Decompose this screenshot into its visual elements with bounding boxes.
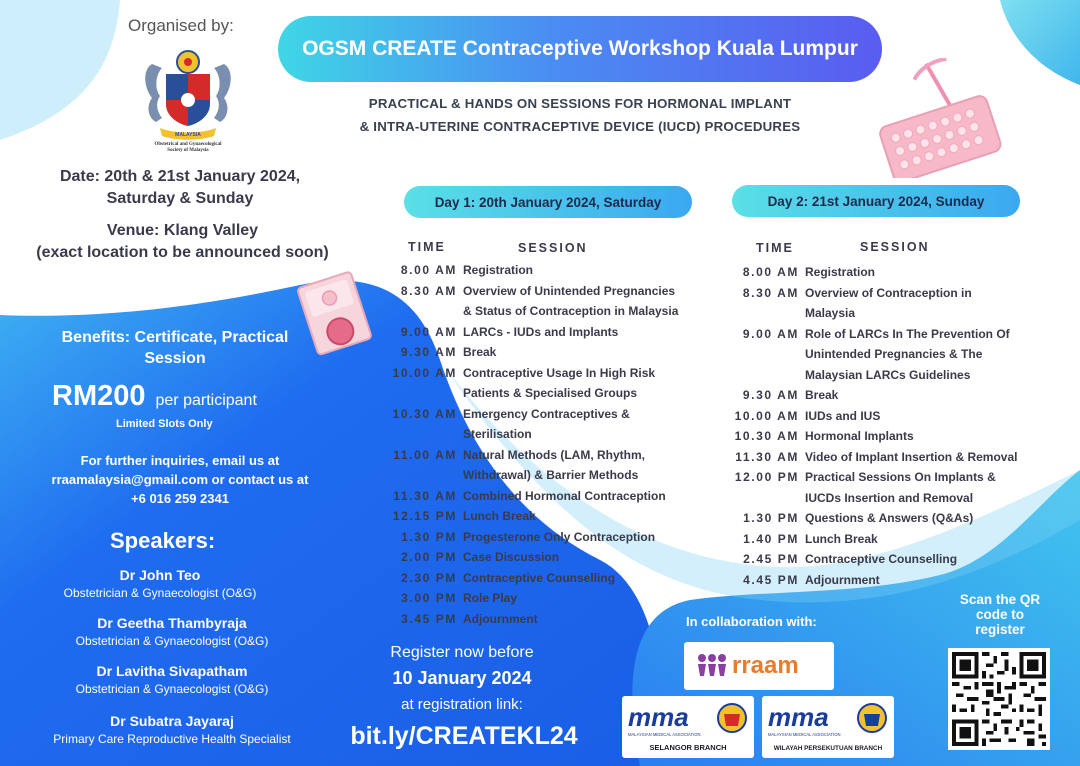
day2-schedule [705, 262, 1045, 592]
speakers-heading: Speakers: [110, 528, 216, 553]
speaker-role: Obstetrician & Gynaecologist (O&G) [75, 634, 269, 648]
day2-time-header: TIME [756, 241, 794, 255]
schedule-row [705, 262, 875, 283]
price-unit: per participant [155, 392, 257, 409]
schedule-time: 3.00 PM [401, 591, 457, 605]
schedule-session: Registration [805, 265, 876, 279]
schedule-row [705, 385, 838, 406]
schedule-row [363, 609, 538, 630]
schedule-row [363, 260, 533, 281]
schedule-time: 1.40 PM [743, 531, 799, 546]
schedule-time: 11.30 AM [735, 449, 799, 464]
schedule-session: Overview of Unintended Pregnancies & Status of Contraception in Malaysia [463, 283, 679, 318]
benefits-line-1: Benefits: Certificate, Practical [61, 329, 289, 346]
schedule-row [705, 447, 1017, 468]
rraam-logo [684, 642, 834, 690]
benefits-line-2: Session [144, 350, 206, 367]
schedule-row [363, 404, 630, 445]
schedule-session: Contraceptive Counselling [805, 552, 958, 566]
limited-slots: Limited Slots Only [116, 418, 213, 430]
inquiry-phone[interactable]: +6 016 259 2341 [131, 491, 229, 506]
schedule-session: Contraceptive Usage In High Risk Patients & Specialised Groups [463, 365, 656, 400]
organised-by-label: Organised by: [128, 16, 234, 35]
schedule-row [363, 363, 655, 404]
mma-sub: MALAYSIAN MEDICAL ASSOCIATION [768, 732, 841, 737]
schedule-time: 2.30 PM [401, 570, 457, 585]
rraam-wordmark: rraam [732, 652, 799, 679]
speaker-card [10, 566, 310, 601]
schedule-session: Questions & Answers (Q&As) [805, 511, 974, 525]
schedule-row [363, 527, 655, 548]
schedule-session: Natural Methods (LAM, Rhythm, Withdrawal) & Barrier Methods [463, 447, 645, 482]
workshop-subtitle [280, 92, 880, 138]
schedule-time: 8.00 AM [400, 263, 457, 277]
schedule-time: 8.30 AM [400, 283, 457, 298]
schedule-time: 2.45 PM [743, 552, 799, 566]
schedule-time: 9.30 AM [400, 345, 457, 359]
schedule-row [363, 486, 666, 507]
schedule-row [363, 281, 678, 322]
mma-wordmark: mma [768, 702, 829, 732]
schedule-row [705, 283, 972, 324]
subtitle-line-2: & INTRA-UTERINE CONTRACEPTIVE DEVICE (IUCD) PROCEDURES [359, 119, 801, 134]
schedule-session: Role of LARCs In The Prevention Of Unintended Pregnancies & The Malaysian LARCs Guidelines [805, 326, 1010, 382]
schedule-time: 2.00 PM [401, 550, 457, 564]
schedule-session: Contraceptive Counselling [463, 570, 616, 585]
society-name-1: Obstetrical and Gynaecological [154, 142, 222, 147]
venue-line-1: Venue: Klang Valley [106, 222, 259, 239]
logo-ribbon-text: MALAYSIA [175, 132, 201, 138]
subtitle-line-1: PRACTICAL & HANDS ON SESSIONS FOR HORMONAL IMPLANT [368, 96, 792, 111]
schedule-time: 8.30 AM [742, 285, 799, 300]
schedule-row [363, 445, 645, 486]
speaker-name: Dr Lavitha Sivapatham [96, 663, 248, 679]
inquiry-text [30, 451, 330, 508]
schedule-session: Combined Hormonal Contraception [463, 488, 666, 503]
schedule-time: 1.30 PM [401, 529, 457, 544]
schedule-time: 1.30 PM [743, 511, 799, 525]
qr-caption-line-3: register [975, 622, 1025, 637]
register-line-1: Register now before [390, 644, 534, 661]
speaker-card [22, 614, 322, 649]
price: RM200 [52, 380, 146, 412]
day2-session-header: SESSION [860, 240, 930, 254]
schedule-session: Progesterone Only Contraception [463, 529, 656, 544]
schedule-row [705, 549, 957, 570]
schedule-row [363, 342, 496, 363]
schedule-row [363, 547, 559, 568]
qr-caption-line-2: code to [975, 607, 1024, 622]
schedule-session: Lunch Break [463, 509, 536, 523]
schedule-row [363, 322, 618, 343]
schedule-session: Adjournment [805, 572, 880, 587]
schedule-session: Role Play [463, 591, 518, 605]
schedule-row [705, 570, 880, 591]
schedule-row [705, 467, 996, 508]
schedule-session: Hormonal Implants [805, 429, 914, 443]
schedule-row [705, 324, 1010, 386]
society-name-2: Society of Malaysia [167, 148, 209, 152]
qr-caption [950, 592, 1050, 637]
mma-wp-logo [762, 696, 894, 758]
registration-link[interactable]: bit.ly/CREATEKL24 [350, 722, 578, 750]
speaker-role: Primary Care Reproductive Health Specialist [53, 732, 291, 746]
speaker-name: Dr John Teo [119, 567, 201, 583]
speaker-role: Obstetrician & Gynaecologist (O&G) [75, 682, 269, 696]
schedule-time: 10.30 AM [392, 406, 457, 421]
price-row [52, 380, 257, 413]
schedule-session: Video of Implant Insertion & Removal [805, 449, 1018, 464]
inquiry-email-line[interactable]: rraamalaysia@gmail.com or contact us at [51, 472, 309, 487]
schedule-row [363, 506, 536, 527]
schedule-row [705, 508, 973, 529]
schedule-time: 12.15 PM [392, 509, 457, 523]
qr-code[interactable] [948, 648, 1050, 750]
day1-pill: Day 1: 20th January 2024, Saturday [404, 186, 692, 218]
mma-sub: MALAYSIAN MEDICAL ASSOCIATION [628, 732, 701, 737]
ogsm-logo [138, 44, 238, 152]
workshop-title: OGSM CREATE Contraceptive Workshop Kuala Lumpur [278, 16, 882, 82]
mma-selangor-logo [622, 696, 754, 758]
speaker-role: Obstetrician & Gynaecologist (O&G) [63, 586, 257, 600]
schedule-row [363, 568, 615, 589]
inquiry-line-1: For further inquiries, email us at [80, 453, 280, 468]
speaker-card [22, 662, 322, 697]
schedule-time: 8.00 AM [742, 265, 799, 279]
day1-time-header: TIME [408, 240, 446, 254]
schedule-time: 12.00 PM [734, 470, 799, 484]
mma-branch: WILAYAH PERSEKUTUAN BRANCH [773, 745, 883, 752]
register-line-3: at registration link: [401, 696, 523, 713]
pill-pack-illustration [870, 58, 1010, 178]
schedule-time: 11.30 AM [393, 488, 457, 503]
event-date [30, 166, 330, 210]
speaker-card [22, 712, 322, 747]
schedule-session: Break [463, 345, 497, 359]
schedule-time: 9.00 AM [400, 324, 457, 339]
schedule-time: 4.45 PM [743, 572, 799, 587]
schedule-row [705, 529, 878, 550]
date-line-1: Date: 20th & 21st January 2024, [59, 168, 301, 185]
day1-session-header: SESSION [518, 241, 588, 255]
schedule-session: Emergency Contraceptives & Sterilisation [463, 406, 630, 441]
schedule-time: 10.00 AM [392, 365, 457, 380]
schedule-time: 11.00 AM [393, 447, 457, 462]
schedule-session: Adjournment [463, 611, 538, 626]
venue-line-2: (exact location to be announced soon) [36, 244, 329, 261]
schedule-time: 9.30 AM [742, 388, 799, 402]
schedule-session: LARCs - IUDs and Implants [463, 324, 619, 339]
schedule-time: 3.45 PM [401, 611, 457, 626]
schedule-time: 10.30 AM [734, 429, 799, 443]
speaker-name: Dr Geetha Thambyraja [97, 615, 247, 631]
mma-branch: SELANGOR BRANCH [649, 743, 727, 752]
mma-wordmark: mma [628, 702, 689, 732]
schedule-time: 9.00 AM [742, 326, 799, 341]
date-line-2: Saturday & Sunday [106, 190, 254, 207]
qr-caption-line-1: Scan the QR [959, 592, 1041, 607]
schedule-row [363, 588, 517, 609]
schedule-session: Practical Sessions On Implants & IUCDs Insertion and Removal [805, 470, 996, 505]
schedule-session: Overview of Contraception in Malaysia [805, 285, 972, 320]
day2-pill: Day 2: 21st January 2024, Sunday [732, 185, 1020, 217]
schedule-session: Case Discussion [463, 550, 560, 564]
schedule-session: Registration [463, 263, 534, 277]
collaboration-heading: In collaboration with: [686, 614, 817, 629]
schedule-session: Break [805, 388, 839, 402]
schedule-time: 10.00 AM [734, 408, 799, 423]
schedule-session: Lunch Break [805, 531, 878, 546]
schedule-row [705, 406, 880, 427]
schedule-session: IUDs and IUS [805, 408, 881, 423]
day1-schedule [363, 260, 703, 630]
event-venue [10, 220, 355, 264]
register-deadline: 10 January 2024 [392, 668, 532, 688]
schedule-row [705, 426, 914, 447]
benefits-text [30, 327, 320, 369]
speaker-name: Dr Subatra Jayaraj [110, 713, 234, 729]
